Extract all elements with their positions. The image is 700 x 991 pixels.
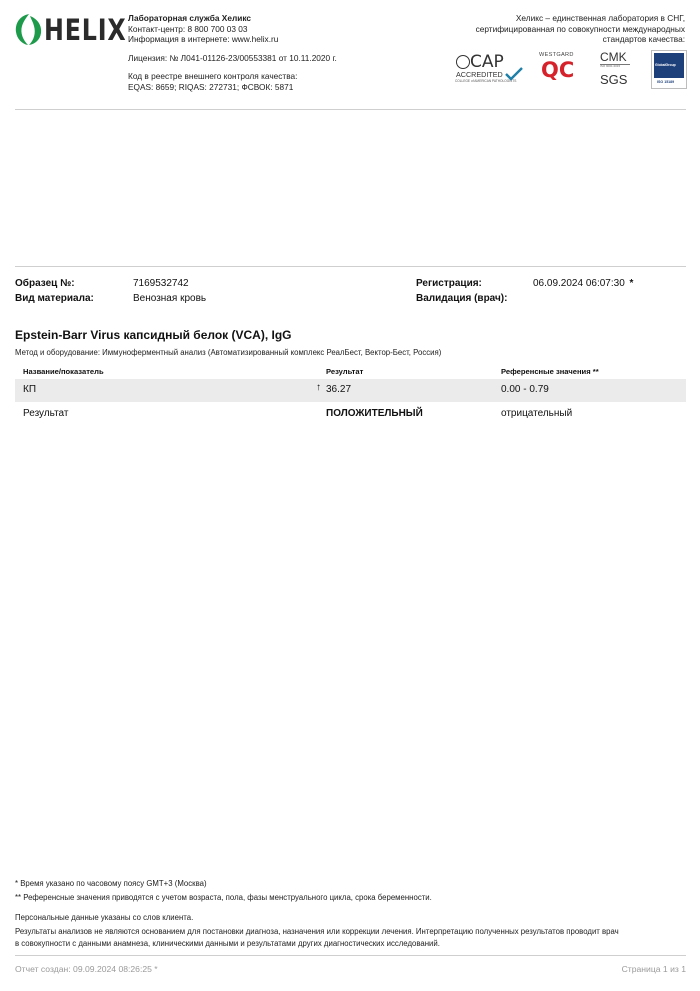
registration-datetime: 06.09.2024 06:07:30 [533, 278, 625, 289]
helix-leaf-icon [14, 12, 44, 46]
column-header-name: Название/показатель [23, 367, 104, 376]
time-note: * Время указано по часовому поясу GMT+3 (Москва) [15, 879, 207, 888]
column-header-result: Результат [326, 367, 364, 376]
sample-number-value: 7169532742 [133, 278, 189, 289]
row-2-name: Результат [23, 408, 69, 419]
material-label: Вид материала: [15, 293, 94, 304]
cert-line-2: сертифицированная по совокупности международных [475, 23, 685, 34]
disclaimer-line-1: Результаты анализов не являются основанием для постановки диагноза, назначения или коррекции лечения. Интерпретацию полученных результатов проводит врач [15, 927, 619, 936]
lab-info [128, 13, 337, 93]
row-2-reference: отрицательный [501, 408, 573, 419]
lab-contact: Контакт-центр: 8 800 700 03 03 [128, 23, 248, 34]
header-divider [15, 109, 686, 110]
helix-logo [14, 12, 127, 47]
material-value: Венозная кровь [133, 293, 207, 304]
cmk-sgs-logo: CMK ISO 9001:2015 SGS [598, 50, 634, 90]
certification-logos [452, 50, 687, 92]
personal-data-note: Персональные данные указаны со слов клиента. [15, 913, 194, 922]
report-created: Отчет создан: 09.09.2024 08:26:25 * [15, 964, 158, 974]
lab-name: Лабораторная служба Хеликс [128, 13, 251, 23]
row-1-reference: 0.00 - 0.79 [501, 384, 549, 395]
westgard-qc-logo: WESTGARD QC [539, 52, 575, 82]
cap-accredited-logo: CAP ACCREDITED COLLEGE of AMERICAN PATHOLOGISTS [452, 53, 526, 87]
validation-label: Валидация (врач): [416, 293, 508, 304]
page-number: Страница 1 из 1 [621, 964, 686, 974]
certification-text [445, 13, 685, 45]
row-1-name: КП [23, 384, 37, 395]
registry-codes: EQAS: 8659; RIQAS: 272731; ФСВОК: 5871 [128, 81, 294, 92]
cert-line-3: стандартов качества: [602, 34, 685, 45]
row-2-result: ПОЛОЖИТЕЛЬНЫЙ [326, 408, 423, 419]
footer-divider [15, 955, 686, 956]
row-1-result: 36.27 [326, 384, 352, 395]
reference-note: ** Референсные значения приводятся с учетом возраста, пола, фазы менструального цикла, срока беременности. [15, 893, 432, 902]
sample-number-label: Образец №: [15, 278, 75, 289]
registration-mark: * [629, 278, 634, 289]
lab-license: Лицензия: № Л041-01126-23/00553381 от 10.11.2020 г. [128, 52, 337, 63]
registration-label: Регистрация: [416, 278, 482, 289]
checkmark-icon [504, 67, 524, 81]
registration-value [533, 278, 633, 289]
test-title: Epstein-Barr Virus капсидный белок (VCA), IgG [15, 328, 292, 342]
lab-website: Информация в интернете: www.helix.ru [128, 34, 279, 45]
column-header-reference: Референсные значения ** [501, 367, 599, 376]
arrow-up-icon: ↑ [316, 382, 321, 393]
iso-15189-logo: GlobalGroup ISO 15189 [651, 50, 687, 89]
disclaimer-line-2: в совокупности с данными анамнеза, клиническими данными и результатами других диагностических исследований. [15, 939, 440, 948]
test-method: Метод и оборудование: Иммуноферментный анализ (Автоматизированный комплекс РеалБест, Вектор-Бест, Россия) [15, 348, 442, 357]
sample-divider [15, 266, 686, 267]
brand-name: HELIX [44, 13, 127, 47]
registry-title: Код в реестре внешнего контроля качества: [128, 71, 298, 82]
cert-line-1: Хеликс – единственная лаборатория в СНГ, [515, 13, 685, 23]
